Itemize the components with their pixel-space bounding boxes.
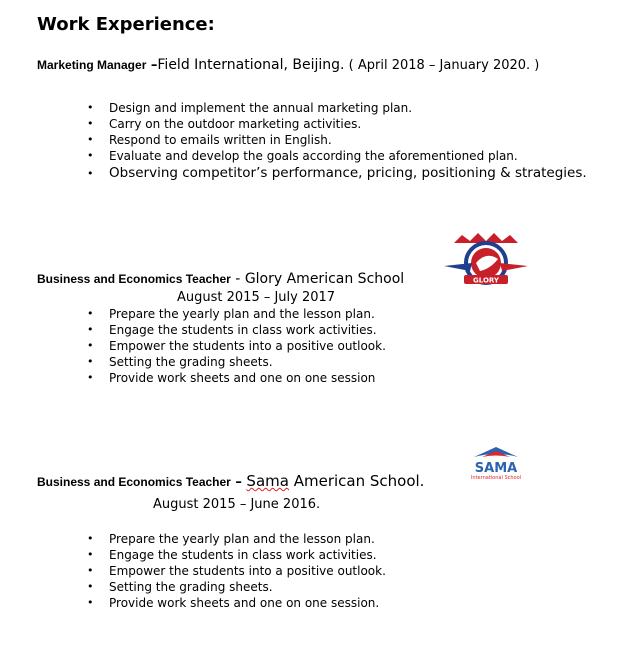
list-item: • Engage the students in class work activities. (87, 547, 386, 563)
job-bullets-sama (87, 531, 386, 611)
job-separator: – (230, 475, 247, 490)
sama-school-logo (448, 445, 544, 481)
sama-logo-subtext: International School (470, 475, 522, 481)
section-title: Work Experience: (37, 14, 215, 35)
job-dates: August 2015 – July 2017 (177, 290, 336, 305)
job-role: Business and Economics Teacher (37, 272, 231, 286)
job-dates: ( April 2018 – January 2020. ) (344, 58, 540, 73)
list-item: • Provide work sheets and one on one session. (87, 595, 386, 611)
job-role: Marketing Manager (37, 58, 147, 72)
job-bullets-glory (87, 306, 386, 386)
job-heading-glory (37, 271, 404, 287)
list-item: • Prepare the yearly plan and the lesson plan. (87, 306, 386, 322)
job-separator: - (230, 271, 245, 287)
list-item: • Respond to emails written in English. (87, 132, 587, 148)
glory-logo-text: GLORY (473, 276, 499, 285)
sama-logo-text: SAMA (474, 461, 518, 476)
list-item: • Carry on the outdoor marketing activities. (87, 116, 587, 132)
job-org: Glory American School (244, 271, 405, 287)
list-item: • Empower the students into a positive outlook. (87, 563, 386, 579)
job-org-name: Sama (246, 472, 289, 490)
job-heading-sama (37, 472, 424, 490)
glory-school-logo (440, 233, 532, 288)
list-item: • Evaluate and develop the goals according the aforementioned plan. (87, 148, 587, 164)
job-bullets-marketing (87, 100, 587, 183)
job-org-rest: American School. (288, 472, 425, 490)
list-item: • Empower the students into a positive outlook. (87, 338, 386, 354)
list-item: • Design and implement the annual marketing plan. (87, 100, 587, 116)
list-item: • Setting the grading sheets. (87, 579, 386, 595)
job-separator: – (146, 58, 158, 73)
job-org: Field International, Beijing. (157, 57, 345, 73)
list-item: • Provide work sheets and one on one session (87, 370, 386, 386)
job-dates: August 2015 – June 2016. (153, 497, 321, 512)
job-role: Business and Economics Teacher (37, 475, 231, 489)
list-item: • Setting the grading sheets. (87, 354, 386, 370)
list-item: • Observing competitor’s performance, pricing, positioning & strategies. (87, 164, 587, 183)
list-item: • Engage the students in class work activities. (87, 322, 386, 338)
job-heading-marketing (37, 57, 539, 73)
list-item: • Prepare the yearly plan and the lesson plan. (87, 531, 386, 547)
